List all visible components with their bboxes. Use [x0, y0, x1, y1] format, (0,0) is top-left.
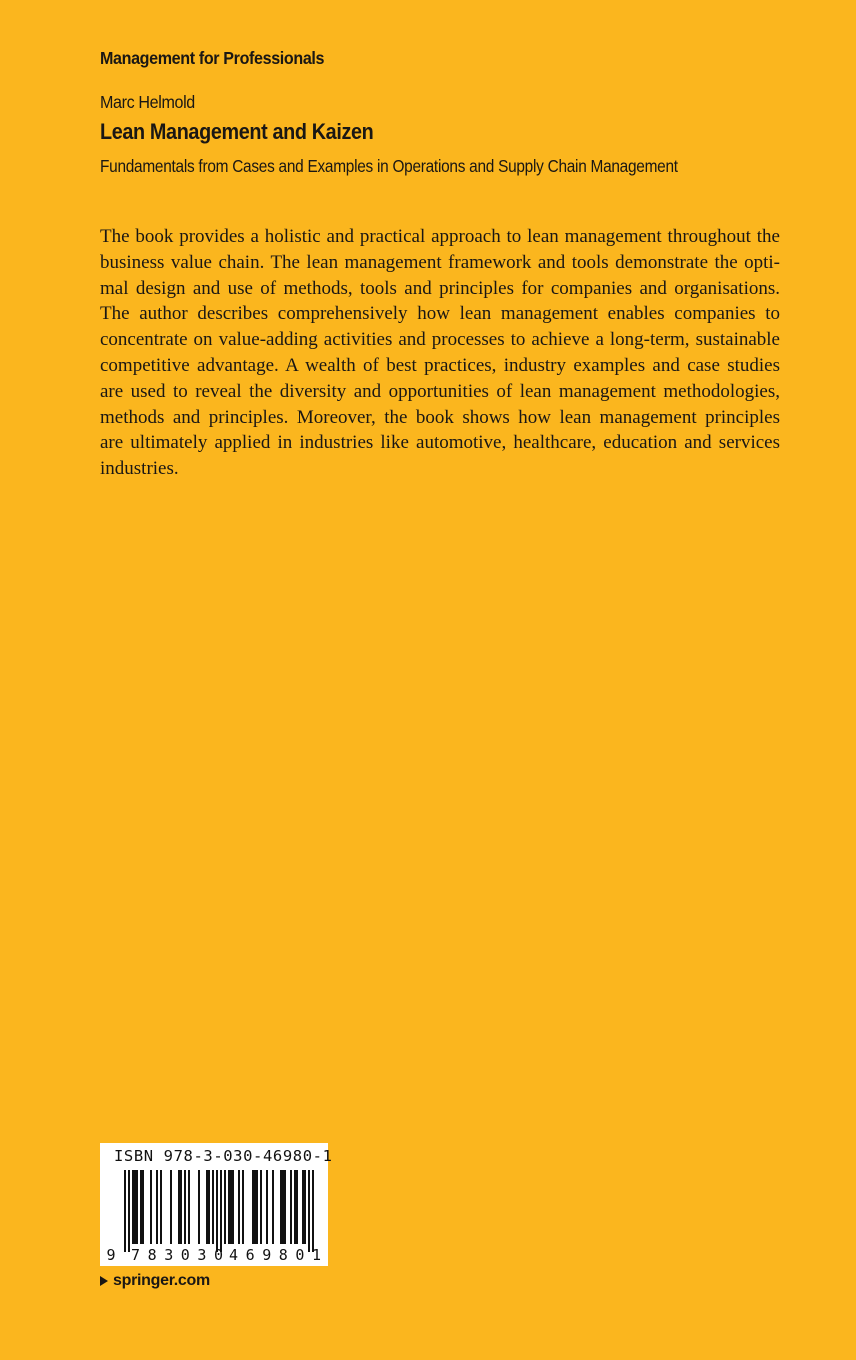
isbn-barcode-box — [100, 1143, 333, 1266]
barcode-bar — [142, 1170, 144, 1244]
barcode-bar — [170, 1170, 172, 1244]
barcode-lead-digit: 9 — [106, 1246, 116, 1264]
barcode-bar — [128, 1170, 130, 1252]
blurb-line: business value chain. The lean management framework and tools demonstrate the opti- — [100, 251, 780, 273]
barcode-bar — [242, 1170, 244, 1244]
barcode-bars — [124, 1170, 314, 1252]
arrow-right-icon — [100, 1276, 108, 1286]
barcode-bar — [198, 1170, 200, 1244]
blurb-line: concentrate on value-adding activities and processes to achieve a long-term, sustainable — [100, 329, 780, 351]
barcode-bar — [308, 1170, 310, 1252]
blurb-line: competitive advantage. A wealth of best practices, industry examples and case studies — [100, 354, 780, 376]
barcode-bar — [280, 1170, 282, 1244]
barcode-bar — [188, 1170, 190, 1244]
barcode-bar — [212, 1170, 214, 1244]
blurb-line: are ultimately applied in industries like automotive, healthcare, education and services — [100, 432, 780, 454]
barcode-bar — [206, 1170, 208, 1244]
barcode-bar — [238, 1170, 240, 1244]
barcode-bar — [136, 1170, 138, 1244]
barcode-bar — [140, 1170, 142, 1244]
barcode-bar — [254, 1170, 256, 1244]
barcode-bar — [252, 1170, 254, 1244]
blurb-line: methods and principles. Moreover, the book shows how lean management principles — [100, 406, 780, 428]
barcode-bar — [290, 1170, 292, 1244]
barcode-bar — [224, 1170, 226, 1244]
blurb-line: The book provides a holistic and practical approach to lean management throughout the — [100, 226, 780, 247]
barcode-left-digits: 783030 — [131, 1246, 223, 1264]
barcode-bar — [134, 1170, 136, 1244]
barcode-bar — [296, 1170, 298, 1244]
blurb-text — [100, 224, 780, 482]
barcode-bar — [178, 1170, 180, 1244]
author-name: Marc Helmold — [100, 92, 195, 112]
isbn-label: ISBN 978-3-030-46980-1 — [114, 1147, 333, 1165]
blurb-line: The author describes comprehensively how lean management enables companies to — [100, 303, 780, 325]
barcode-bar — [180, 1170, 182, 1244]
barcode-bar — [256, 1170, 258, 1244]
blurb-line: mal design and use of methods, tools and principles for companies and organisations. — [100, 277, 780, 299]
barcode-bar — [156, 1170, 158, 1244]
barcode-bar — [208, 1170, 210, 1244]
barcode-bar — [184, 1170, 186, 1244]
barcode-bar — [150, 1170, 152, 1244]
book-subtitle: Fundamentals from Cases and Examples in Operations and Supply Chain Management — [100, 156, 678, 176]
website-label: springer.com — [113, 1272, 210, 1289]
barcode-bar — [312, 1170, 314, 1252]
barcode-bar — [132, 1170, 134, 1244]
barcode-bar — [216, 1170, 218, 1252]
barcode-bar — [284, 1170, 286, 1244]
blurb-line: are used to reveal the diversity and opportunities of lean management methodologies, — [100, 380, 780, 402]
barcode-bar — [302, 1170, 304, 1244]
barcode-bar — [294, 1170, 296, 1244]
barcode-bar — [272, 1170, 274, 1244]
barcode-bar — [124, 1170, 126, 1252]
barcode-graphic — [100, 1168, 328, 1266]
barcode-bar — [228, 1170, 230, 1244]
barcode-bar — [230, 1170, 232, 1244]
barcode-right-digits: 469801 — [229, 1246, 321, 1264]
barcode-bar — [232, 1170, 234, 1244]
barcode-bar — [260, 1170, 262, 1244]
barcode-bar — [266, 1170, 268, 1244]
barcode-bar — [220, 1170, 222, 1252]
blurb-line: industries. — [100, 458, 179, 480]
barcode-bar — [160, 1170, 162, 1244]
series-name: Management for Professionals — [100, 48, 325, 68]
barcode-bar — [304, 1170, 306, 1244]
book-title: Lean Management and Kaizen — [100, 119, 374, 144]
barcode-bar — [282, 1170, 284, 1244]
springer-link[interactable] — [100, 1272, 210, 1290]
